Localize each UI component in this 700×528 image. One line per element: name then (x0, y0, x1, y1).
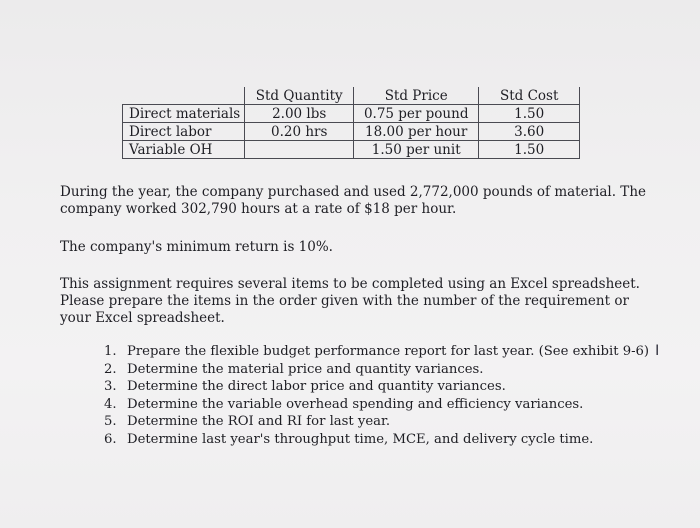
text-cursor-icon: I (655, 343, 660, 359)
row-price: 0.75 per pound (354, 105, 479, 123)
header-std-quantity: Std Quantity (245, 87, 354, 105)
row-cost: 1.50 (479, 141, 580, 159)
row-cost: 1.50 (479, 105, 580, 123)
list-item (104, 396, 664, 414)
minimum-return-paragraph: The company's minimum return is 10%. (60, 239, 333, 255)
table-row (123, 105, 580, 123)
list-item (104, 343, 664, 361)
header-std-cost: Std Cost (479, 87, 580, 105)
list-number: 3. (104, 379, 117, 394)
assignment-paragraph: This assignment requires several items to be completed using an Excel spreadsheet. Please prepare the items in the order given with the number of the requirement or your Excel spreadsheet. (60, 276, 640, 326)
requirements-list (104, 343, 664, 448)
list-item (104, 361, 664, 379)
standard-cost-table (122, 87, 580, 159)
header-blank (123, 87, 245, 105)
list-text: Determine the variable overhead spending and efficiency variances. (127, 396, 584, 412)
list-number: 1. (104, 344, 117, 359)
list-number: 4. (104, 396, 117, 412)
list-number: 2. (104, 361, 117, 377)
row-qty: 2.00 lbs (245, 105, 354, 123)
row-price: 18.00 per hour (354, 123, 479, 141)
row-label: Direct materials (123, 105, 245, 123)
table-header-row (123, 87, 580, 105)
row-label: Variable OH (123, 141, 245, 159)
row-cost: 3.60 (479, 123, 580, 141)
table-row (123, 123, 580, 141)
list-text: Determine the material price and quantity variances. (127, 361, 484, 377)
list-text: Determine the ROI and RI for last year. (127, 414, 391, 429)
table-row (123, 141, 580, 159)
list-item (104, 413, 664, 431)
list-number: 5. (104, 414, 117, 429)
list-text: Prepare the flexible budget performance report for last year. (See exhibit 9-6) I (127, 343, 660, 359)
list-item (104, 378, 664, 396)
list-text: Determine the direct labor price and quantity variances. (127, 379, 506, 394)
purchase-paragraph: During the year, the company purchased and used 2,772,000 pounds of material. The company worked 302,790 hours at a rate of $18 per hour. (60, 184, 646, 217)
row-price: 1.50 per unit (354, 141, 479, 159)
list-number: 6. (104, 431, 117, 447)
list-item (104, 431, 664, 449)
row-label: Direct labor (123, 123, 245, 141)
row-qty: 0.20 hrs (245, 123, 354, 141)
header-std-price: Std Price (354, 87, 479, 105)
row-qty (245, 141, 354, 159)
list-text: Determine last year's throughput time, MCE, and delivery cycle time. (127, 431, 594, 447)
